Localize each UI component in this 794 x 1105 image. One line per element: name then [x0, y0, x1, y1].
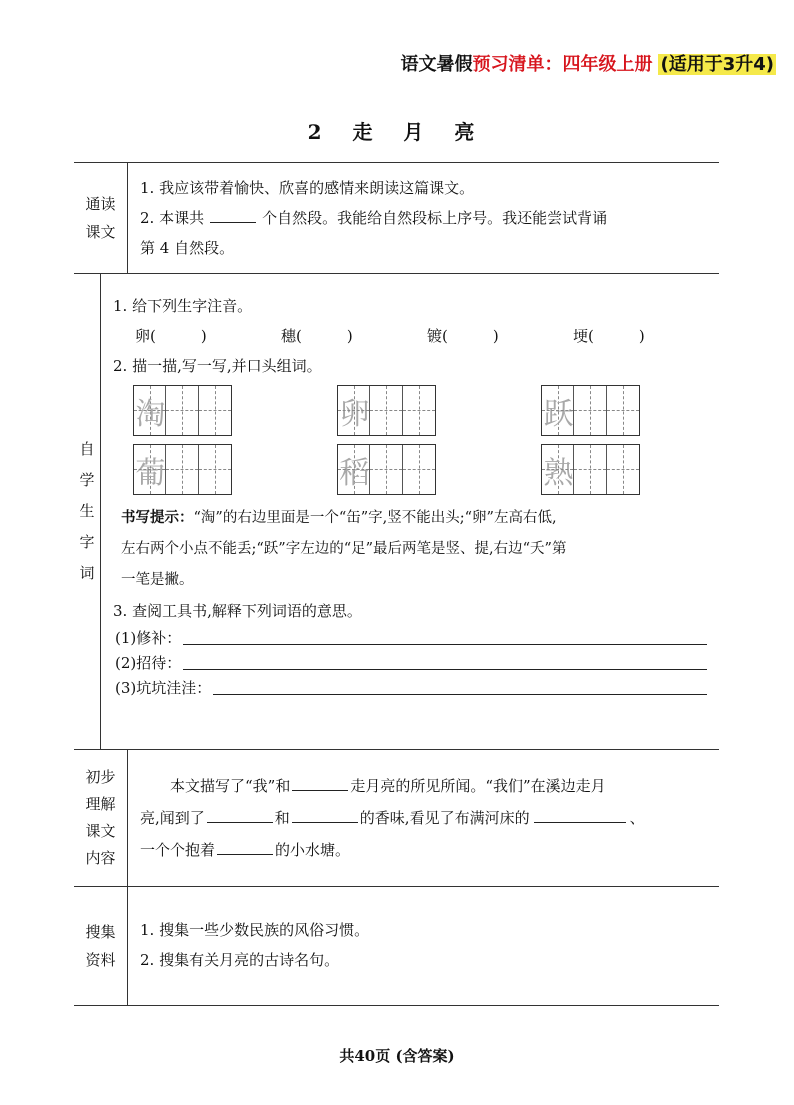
- page-header: [400, 50, 776, 76]
- lesson-title: 2 走 月 亮: [307, 120, 487, 144]
- item-text: 第 4 自然段。: [140, 239, 235, 257]
- page-footer: 共40页 (含答案): [339, 1047, 455, 1065]
- trace-character: 卵: [339, 396, 370, 432]
- answer-blank[interactable]: [292, 772, 348, 791]
- para-text: 亮,闻到了: [140, 809, 205, 827]
- para-text: 本文描写了“我”和: [170, 777, 291, 795]
- worksheet-table: [74, 162, 719, 1006]
- label-line: 初步: [85, 768, 116, 786]
- label-char: 词: [79, 564, 95, 582]
- section-content: [101, 274, 719, 749]
- para-text: 的小水塘。: [275, 841, 351, 859]
- trace-character: 葡: [135, 455, 166, 491]
- item-text: 1. 搜集一些少数民族的风俗习惯。: [140, 921, 370, 939]
- header-grade-note: (适用于3升4): [660, 54, 774, 75]
- section-content: [128, 750, 719, 886]
- trace-character: 跃: [543, 396, 574, 432]
- section-understand-text: [74, 750, 719, 887]
- section-collect-info: [74, 887, 719, 1006]
- section-content: [128, 887, 719, 1005]
- header-subject: 预习清单：四年级上册: [472, 54, 653, 75]
- writing-grid-row: [113, 385, 719, 436]
- label-line: 理解: [85, 795, 116, 813]
- question-1: 1. 给下列生字注音。: [113, 297, 253, 315]
- answer-blank[interactable]: [207, 804, 273, 823]
- label-line: 通读: [85, 195, 116, 213]
- section-read-text: [74, 163, 719, 274]
- writing-grid[interactable]: [541, 385, 640, 436]
- tip-text: 一笔是撇。: [121, 572, 194, 588]
- label-line: 资料: [85, 951, 116, 969]
- para-text: 、: [629, 809, 645, 827]
- section-label: [74, 163, 128, 273]
- label-char: 自: [79, 440, 95, 458]
- definition-row: [113, 651, 719, 676]
- label-line: 内容: [85, 849, 116, 867]
- writing-tip: [113, 503, 719, 596]
- para-text: 走月亮的所见所闻。“我们”在溪边走月: [350, 777, 606, 795]
- tip-text: 左右两个小点不能丢;“跃”字左边的“足”最后两笔是竖、提,右边“夭”第: [121, 541, 567, 557]
- answer-blank[interactable]: [217, 836, 273, 855]
- definition-row: [113, 676, 719, 701]
- definition-label: (3)坑坑洼洼：: [115, 679, 212, 697]
- pinyin-item[interactable]: 埂( ): [573, 327, 645, 345]
- writing-grid-row: [113, 444, 719, 495]
- answer-blank[interactable]: [210, 204, 256, 223]
- section-self-study: [74, 274, 719, 750]
- trace-character: 熟: [543, 455, 574, 491]
- question-2: 2. 描一描,写一写,并口头组词。: [113, 357, 322, 375]
- label-line: 课文: [85, 223, 116, 241]
- pinyin-item[interactable]: 卵( ): [135, 327, 207, 345]
- writing-grid[interactable]: [133, 385, 232, 436]
- header-series: 语文暑假: [400, 54, 473, 75]
- label-char: 学: [79, 471, 95, 489]
- answer-line[interactable]: [183, 651, 707, 670]
- answer-line[interactable]: [213, 676, 707, 695]
- writing-grid[interactable]: [133, 444, 232, 495]
- fill-in-paragraph: [140, 802, 719, 834]
- item-text: [140, 203, 719, 233]
- item-text: 1. 我应该带着愉快、欣喜的感情来朗读这篇课文。: [140, 179, 475, 197]
- pinyin-item[interactable]: 镀( ): [427, 327, 499, 345]
- label-char: 字: [79, 533, 95, 551]
- writing-grid[interactable]: [541, 444, 640, 495]
- pinyin-row: [113, 321, 719, 351]
- tip-text: “淘”的右边里面是一个“缶”字,竖不能出头;“卵”左高右低,: [193, 510, 557, 526]
- para-text: 一个个抱着: [140, 841, 216, 859]
- definition-label: (1)修补：: [115, 629, 182, 647]
- trace-character: 淘: [135, 396, 166, 432]
- item-text-part: 2. 本课共: [140, 209, 205, 227]
- label-line: 课文: [85, 822, 116, 840]
- para-text: 的香味,看见了布满河床的: [359, 809, 530, 827]
- definition-row: [113, 626, 719, 651]
- section-label: [74, 274, 101, 749]
- pinyin-item[interactable]: 穗( ): [281, 327, 353, 345]
- writing-grid[interactable]: [337, 444, 436, 495]
- fill-in-paragraph: [140, 770, 719, 802]
- item-text-part: 个自然段。我能给自然段标上序号。我还能尝试背诵: [262, 209, 608, 227]
- section-label: [74, 887, 128, 1005]
- label-line: 搜集: [85, 923, 116, 941]
- writing-grid[interactable]: [337, 385, 436, 436]
- question-3: 3. 查阅工具书,解释下列词语的意思。: [113, 602, 362, 620]
- answer-blank[interactable]: [534, 804, 626, 823]
- answer-blank[interactable]: [292, 804, 358, 823]
- item-text: 2. 搜集有关月亮的古诗名句。: [140, 951, 340, 969]
- para-text: 和: [274, 809, 290, 827]
- answer-line[interactable]: [183, 626, 707, 645]
- definition-label: (2)招待：: [115, 654, 182, 672]
- section-label: [74, 750, 128, 886]
- section-content: [128, 163, 719, 273]
- tip-label: 书写提示：: [121, 510, 194, 526]
- label-char: 生: [79, 502, 95, 520]
- trace-character: 稻: [339, 455, 370, 491]
- fill-in-paragraph: [140, 834, 719, 866]
